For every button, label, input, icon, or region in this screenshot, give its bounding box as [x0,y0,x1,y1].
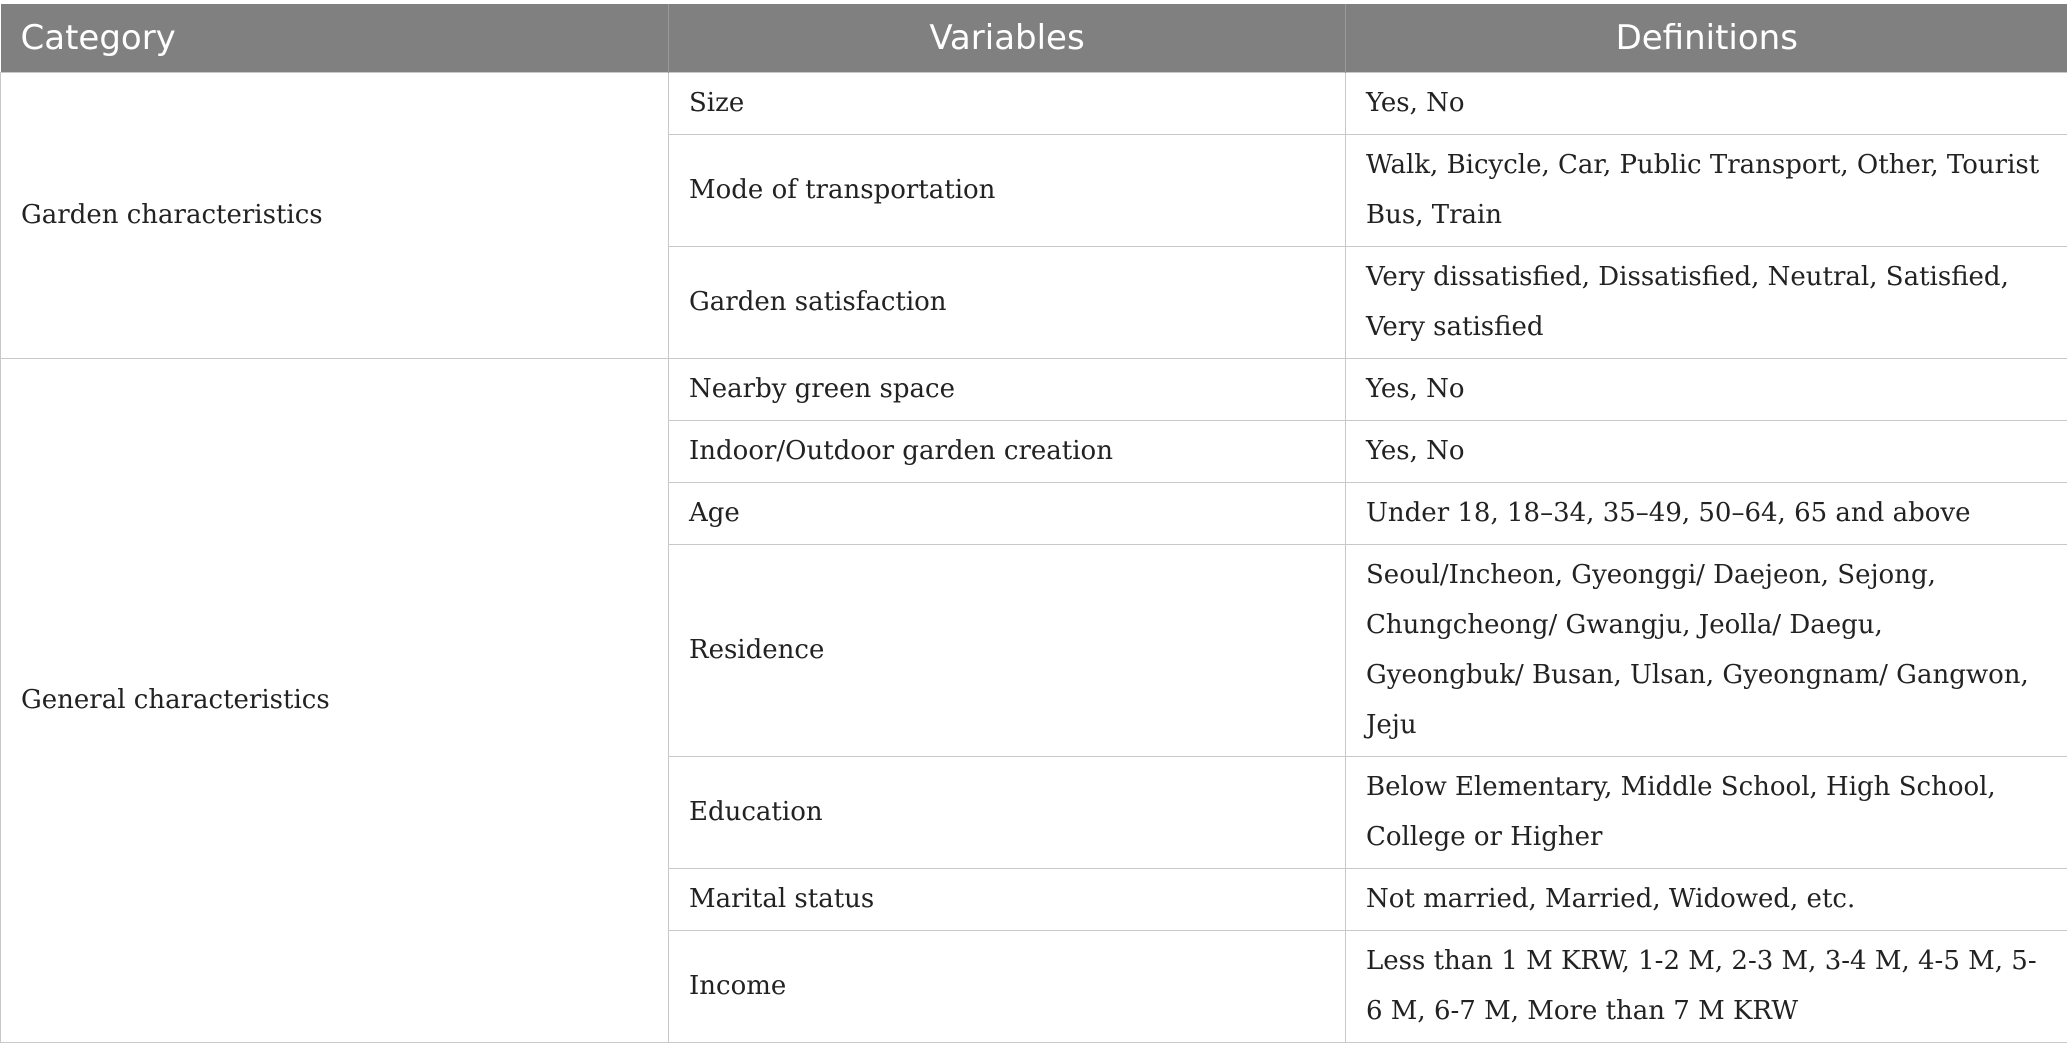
definition-cell: Yes, No [1346,358,2067,420]
table-row [1,72,2067,134]
variable-cell: Garden satisfaction [669,246,1346,358]
header-variables: Variables [669,4,1346,72]
category-cell-general: General characteristics [1,358,669,1042]
definition-cell: Yes, No [1346,72,2067,134]
definition-cell: Seoul/Incheon, Gyeonggi/ Daejeon, Sejong, Chungcheong/ Gwangju, Jeolla/ Daegu, Gyeongbuk/ Busan, Ulsan, Gyeongnam/ Gangwon, Jeju [1346,544,2067,756]
table-header [1,4,2067,72]
definition-cell: Under 18, 18–34, 35–49, 50–64, 65 and above [1346,482,2067,544]
variables-table [0,4,2067,1043]
variable-cell: Income [669,930,1346,1042]
variable-cell: Age [669,482,1346,544]
definition-cell: Walk, Bicycle, Car, Public Transport, Other, Tourist Bus, Train [1346,134,2067,246]
header-category: Category [1,4,669,72]
definition-cell: Not married, Married, Widowed, etc. [1346,868,2067,930]
table-body [1,72,2067,1042]
definition-cell: Less than 1 M KRW, 1-2 M, 2-3 M, 3-4 M, 4-5 M, 5-6 M, 6-7 M, More than 7 M KRW [1346,930,2067,1042]
category-cell-garden: Garden characteristics [1,72,669,358]
definition-cell: Yes, No [1346,420,2067,482]
variable-cell: Size [669,72,1346,134]
table-row [1,358,2067,420]
variable-cell: Education [669,756,1346,868]
variable-cell: Residence [669,544,1346,756]
variable-cell: Marital status [669,868,1346,930]
definition-cell: Below Elementary, Middle School, High School, College or Higher [1346,756,2067,868]
variable-cell: Indoor/Outdoor garden creation [669,420,1346,482]
definition-cell: Very dissatisfied, Dissatisfied, Neutral, Satisfied, Very satisfied [1346,246,2067,358]
header-row [1,4,2067,72]
variable-cell: Mode of transportation [669,134,1346,246]
variable-cell: Nearby green space [669,358,1346,420]
header-definitions: Definitions [1346,4,2067,72]
